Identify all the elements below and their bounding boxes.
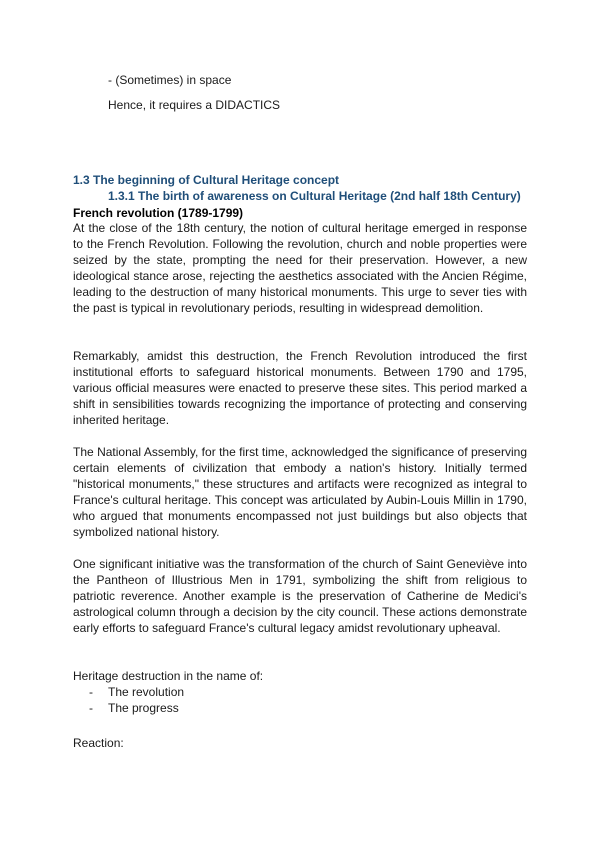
intro-line-didactics: Hence, it requires a DIDACTICS: [108, 98, 281, 112]
intro-line-space: - (Sometimes) in space: [108, 73, 232, 87]
reaction-label: Reaction:: [73, 736, 124, 750]
destruction-intro: Heritage destruction in the name of:: [73, 669, 264, 683]
list-item-label: The revolution: [108, 685, 185, 699]
bullet-dash: -: [89, 685, 93, 699]
paragraph-assembly: The National Assembly, for the first time, acknowledged the significance of preserving certain elements of civilization that embody a nation's history. Initially termed "historical monuments," these structures and artifacts were recognized as integral to France's cultural heritage. This concept was articulated by Aubin-Louis Millin in 1790, who argued that monuments encompassed not just buildings but also objects that symbolized national history.: [73, 445, 527, 539]
subsection-heading: 1.3.1 The birth of awareness on Cultural Heritage (2nd half 18th Century): [108, 189, 521, 203]
paragraph-safeguard: Remarkably, amidst this destruction, the French Revolution introduced the first institutional efforts to safeguard historical monuments. Between 1790 and 1795, various official measures were enacted to preserve these sites. This period marked a shift in sensibilities towards recognizing the importance of protecting and conserving inherited heritage.: [73, 349, 527, 427]
list-item: [89, 700, 184, 716]
bullet-dash: -: [89, 701, 93, 715]
destruction-list: [89, 684, 184, 716]
paragraph-pantheon: One significant initiative was the transformation of the church of Saint Geneviève into the Pantheon of Illustrious Men in 1791, symbolizing the shift from religious to patriotic reverence. Another example is the preservation of Catherine de Medici's astrological column through a decision by the city council. These actions demonstrate early efforts to safeguard France's cultural legacy amidst revolutionary upheaval.: [73, 557, 527, 635]
list-item: [89, 684, 184, 700]
section-heading: 1.3 The beginning of Cultural Heritage concept: [73, 173, 340, 187]
list-item-label: The progress: [108, 701, 179, 715]
topic-heading: French revolution (1789-1799): [73, 206, 244, 220]
paragraph-origin: At the close of the 18th century, the notion of cultural heritage emerged in response to the French Revolution. Following the revolution, church and noble properties were seized by the state, prompting the need for their preservation. However, a new ideological stance arose, rejecting the aesthetics associated with the Ancien Régime, leading to the destruction of many historical monuments. This urge to sever ties with the past is typical in revolutionary periods, resulting in widespread demolition.: [73, 221, 527, 315]
